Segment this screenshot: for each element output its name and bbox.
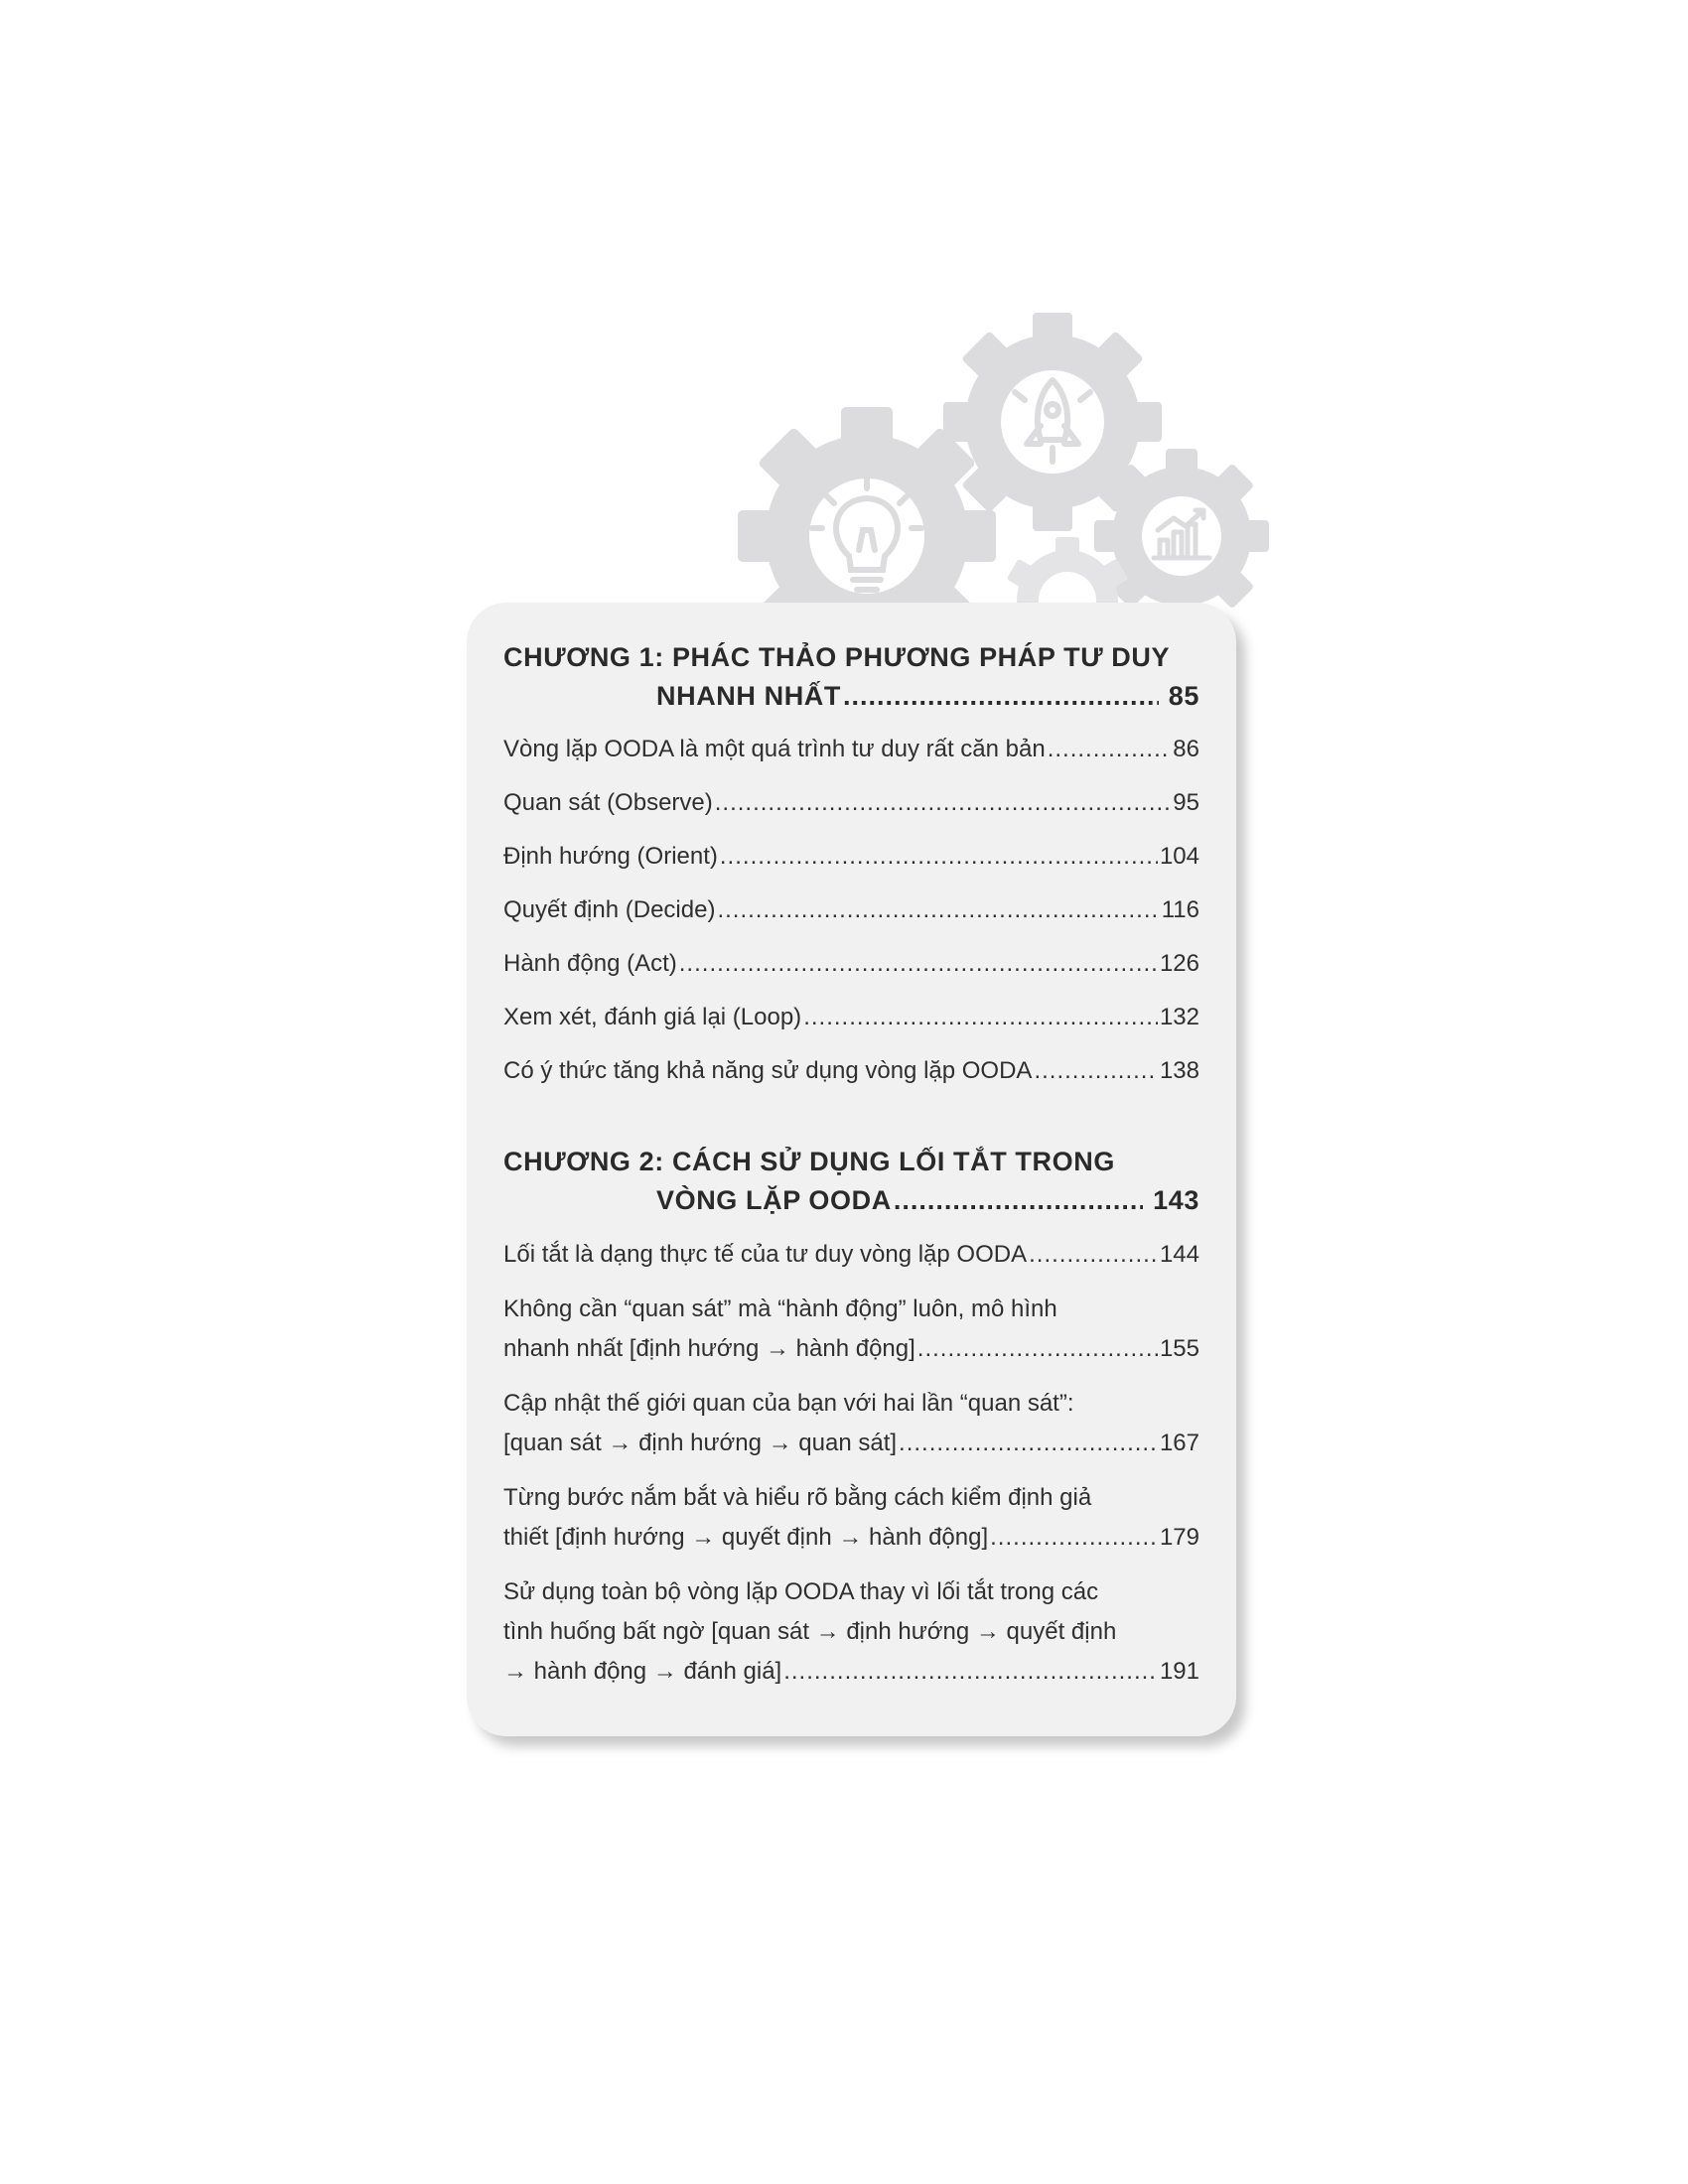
entry-line <box>503 1424 1199 1463</box>
entry-page-number: 104 <box>1159 843 1199 870</box>
entry-line <box>503 944 1199 984</box>
toc-entry[interactable] <box>503 783 1199 823</box>
entry-text: thiết [định hướng → quyết định → hành động] <box>503 1524 989 1551</box>
toc-entry[interactable] <box>503 730 1199 769</box>
entry-page-number: 86 <box>1173 736 1199 762</box>
entry-line <box>503 1518 1199 1558</box>
dot-leader <box>990 1518 1158 1558</box>
entry-text: Từng bước nắm bắt và hiểu rõ bằng cách kiểm định giả <box>503 1484 1092 1511</box>
dot-leader <box>1048 730 1172 769</box>
entry-page-number: 191 <box>1159 1658 1199 1685</box>
chapter-page-number: 143 <box>1153 1185 1199 1215</box>
entry-text: Không cần “quan sát” mà “hành động” luôn, mô hình <box>503 1296 1057 1322</box>
toc-entry[interactable] <box>503 1051 1199 1091</box>
toc-entry[interactable] <box>503 890 1199 930</box>
entry-line <box>503 1572 1199 1612</box>
entry-line <box>503 998 1199 1037</box>
toc-entry[interactable] <box>503 1572 1199 1692</box>
dot-leader <box>917 1329 1158 1369</box>
entry-text: [quan sát → định hướng → quan sát] <box>503 1430 898 1456</box>
chapter-heading[interactable] <box>503 1143 1199 1220</box>
chapter-heading[interactable] <box>503 638 1199 716</box>
chapter-page-number: 85 <box>1168 681 1199 711</box>
dot-leader <box>894 1181 1143 1220</box>
chapter-title-line2: NHANH NHẤT <box>656 681 841 711</box>
entry-line <box>503 1329 1199 1369</box>
chapter-title-line1: CHƯƠNG 2: CÁCH SỬ DỤNG LỐI TẮT TRONG <box>503 1147 1115 1176</box>
entry-line <box>503 730 1199 769</box>
entry-text: Lối tắt là dạng thực tế của tư duy vòng lặp OODA <box>503 1241 1028 1268</box>
entry-page-number: 179 <box>1159 1524 1199 1551</box>
entry-line <box>503 1384 1199 1424</box>
dot-leader <box>679 944 1158 984</box>
entry-text: Định hướng (Orient) <box>503 843 718 870</box>
dot-leader <box>803 998 1158 1037</box>
entry-line <box>503 837 1199 877</box>
table-of-contents-card <box>467 603 1236 1736</box>
entry-line <box>503 1051 1199 1091</box>
chapter-title-line2-row <box>503 677 1199 716</box>
dot-leader <box>720 837 1158 877</box>
entry-line <box>503 783 1199 823</box>
entry-line <box>503 890 1199 930</box>
entry-line <box>503 1290 1199 1329</box>
chapter-title-line2: VÒNG LẶP OODA <box>656 1185 892 1215</box>
entry-page-number: 95 <box>1173 789 1199 816</box>
chapter-title-line1: CHƯƠNG 1: PHÁC THẢO PHƯƠNG PHÁP TƯ DUY <box>503 642 1171 672</box>
entry-page-number: 167 <box>1159 1430 1199 1456</box>
chapter-title-line2-row <box>503 1181 1199 1220</box>
dot-leader <box>717 890 1159 930</box>
entry-text: Xem xét, đánh giá lại (Loop) <box>503 1004 802 1030</box>
entry-page-number: 155 <box>1159 1335 1199 1362</box>
entry-text: Cập nhật thế giới quan của bạn với hai lần “quan sát”: <box>503 1390 1074 1417</box>
entry-text: Quyết định (Decide) <box>503 896 716 923</box>
entry-line <box>503 1235 1199 1275</box>
dot-leader <box>899 1424 1158 1463</box>
toc-entry[interactable] <box>503 1478 1199 1558</box>
dot-leader <box>1034 1051 1158 1091</box>
toc-entry[interactable] <box>503 1290 1199 1369</box>
entry-text: Có ý thức tăng khả năng sử dụng vòng lặp OODA <box>503 1057 1033 1084</box>
entry-page-number: 132 <box>1159 1004 1199 1030</box>
entry-page-number: 126 <box>1159 950 1199 977</box>
dot-leader <box>783 1652 1158 1692</box>
entry-page-number: 144 <box>1159 1241 1199 1268</box>
gears-illustration <box>0 0 1688 695</box>
toc-entry[interactable] <box>503 1235 1199 1275</box>
entry-page-number: 138 <box>1159 1057 1199 1084</box>
dot-leader <box>1029 1235 1158 1275</box>
entry-list <box>503 1235 1199 1692</box>
entry-text: nhanh nhất [định hướng → hành động] <box>503 1335 915 1362</box>
dot-leader <box>843 677 1159 716</box>
toc-entry[interactable] <box>503 944 1199 984</box>
toc-entry[interactable] <box>503 998 1199 1037</box>
entry-list <box>503 730 1199 1091</box>
entry-text: Hành động (Act) <box>503 950 677 977</box>
dot-leader <box>715 783 1172 823</box>
entry-text: tình huống bất ngờ [quan sát → định hướng → quyết định <box>503 1618 1117 1645</box>
entry-text: Vòng lặp OODA là một quá trình tư duy rất căn bản <box>503 736 1046 762</box>
chart-gear-icon <box>1094 449 1269 623</box>
table-of-contents <box>503 638 1199 1692</box>
entry-line <box>503 1478 1199 1518</box>
entry-line <box>503 1652 1199 1692</box>
toc-entry[interactable] <box>503 837 1199 877</box>
entry-text: Quan sát (Observe) <box>503 789 713 816</box>
toc-entry[interactable] <box>503 1384 1199 1463</box>
entry-page-number: 116 <box>1161 896 1199 923</box>
entry-text: → hành động → đánh giá] <box>503 1658 782 1685</box>
entry-text: Sử dụng toàn bộ vòng lặp OODA thay vì lối tắt trong các <box>503 1578 1099 1605</box>
entry-line <box>503 1612 1199 1652</box>
